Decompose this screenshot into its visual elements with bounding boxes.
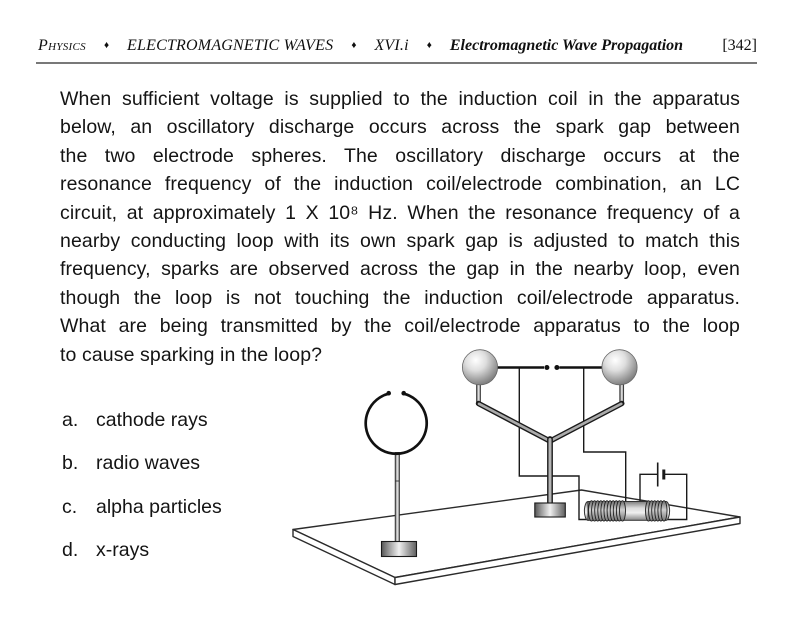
answer-choices <box>62 408 222 581</box>
choice-label: x-rays <box>96 538 150 561</box>
loop-gap-dot <box>401 391 406 396</box>
question-line: to cause sparking in the loop? <box>60 343 323 366</box>
page-number: [342] <box>722 37 757 54</box>
receiver-loop <box>366 391 427 557</box>
question-line: below, an oscillatory discharge occurs across the spark gap between <box>60 116 740 139</box>
sphere-stem-right <box>620 381 624 405</box>
question-line: nearby conducting loop with its own spark gap is adjusted to match this <box>60 230 740 253</box>
battery-icon <box>658 463 664 487</box>
diamond-separator-icon: ♦ <box>426 39 432 51</box>
conducting-loop <box>366 394 427 454</box>
loop-rod <box>395 453 399 543</box>
choice-letter: a. <box>62 409 79 431</box>
choice-letter: b. <box>62 452 79 475</box>
choice-a <box>62 408 222 451</box>
choice-b <box>62 451 222 494</box>
choice-label: cathode rays <box>96 409 208 431</box>
diamond-separator-icon: ♦ <box>103 39 110 51</box>
header-unit: ELECTROMAGNETIC WAVES <box>127 37 334 54</box>
question-text <box>60 85 740 369</box>
transmitter-electrodes <box>462 350 637 517</box>
circuit-wires <box>519 368 686 520</box>
loop-base <box>382 542 417 557</box>
choice-c <box>62 495 222 538</box>
question-line: though the loop is not touching the induction coil/electrode apparatus. <box>60 286 740 309</box>
table <box>293 490 740 585</box>
y-stand <box>479 404 622 505</box>
choice-d <box>62 538 222 581</box>
header-topic: Electromagnetic Wave Propagation <box>449 37 684 54</box>
choice-letter: d. <box>62 538 79 561</box>
loop-gap-dot <box>386 391 391 396</box>
question-line: What are being transmitted by the coil/electrode apparatus to the loop <box>60 315 740 338</box>
coil-windings <box>589 501 668 521</box>
diamond-separator-icon: ♦ <box>351 39 357 51</box>
question-line: frequency, sparks are observed across the gap in the nearby loop, even <box>60 258 740 281</box>
choice-label: alpha particles <box>96 495 222 518</box>
sphere-stem-left <box>477 381 481 405</box>
header-course: Physics <box>38 37 86 54</box>
choice-label: radio waves <box>96 452 201 475</box>
question-line: When sufficient voltage is supplied to the induction coil in the apparatus <box>60 88 740 110</box>
choice-letter: c. <box>62 495 78 518</box>
header-section: XVI.i <box>374 37 409 54</box>
transmitter-base <box>535 503 566 517</box>
induction-coil <box>584 501 669 521</box>
question-line: resonance frequency of the induction coil/electrode combination, an LC <box>60 173 740 196</box>
question-line: the two electrode spheres. The oscillatory discharge occurs at the <box>60 144 740 167</box>
page-header <box>38 37 757 55</box>
header-rule <box>36 62 757 64</box>
question-line: circuit, at approximately 1 X 10⁸ Hz. When the resonance frequency of a <box>60 201 740 224</box>
